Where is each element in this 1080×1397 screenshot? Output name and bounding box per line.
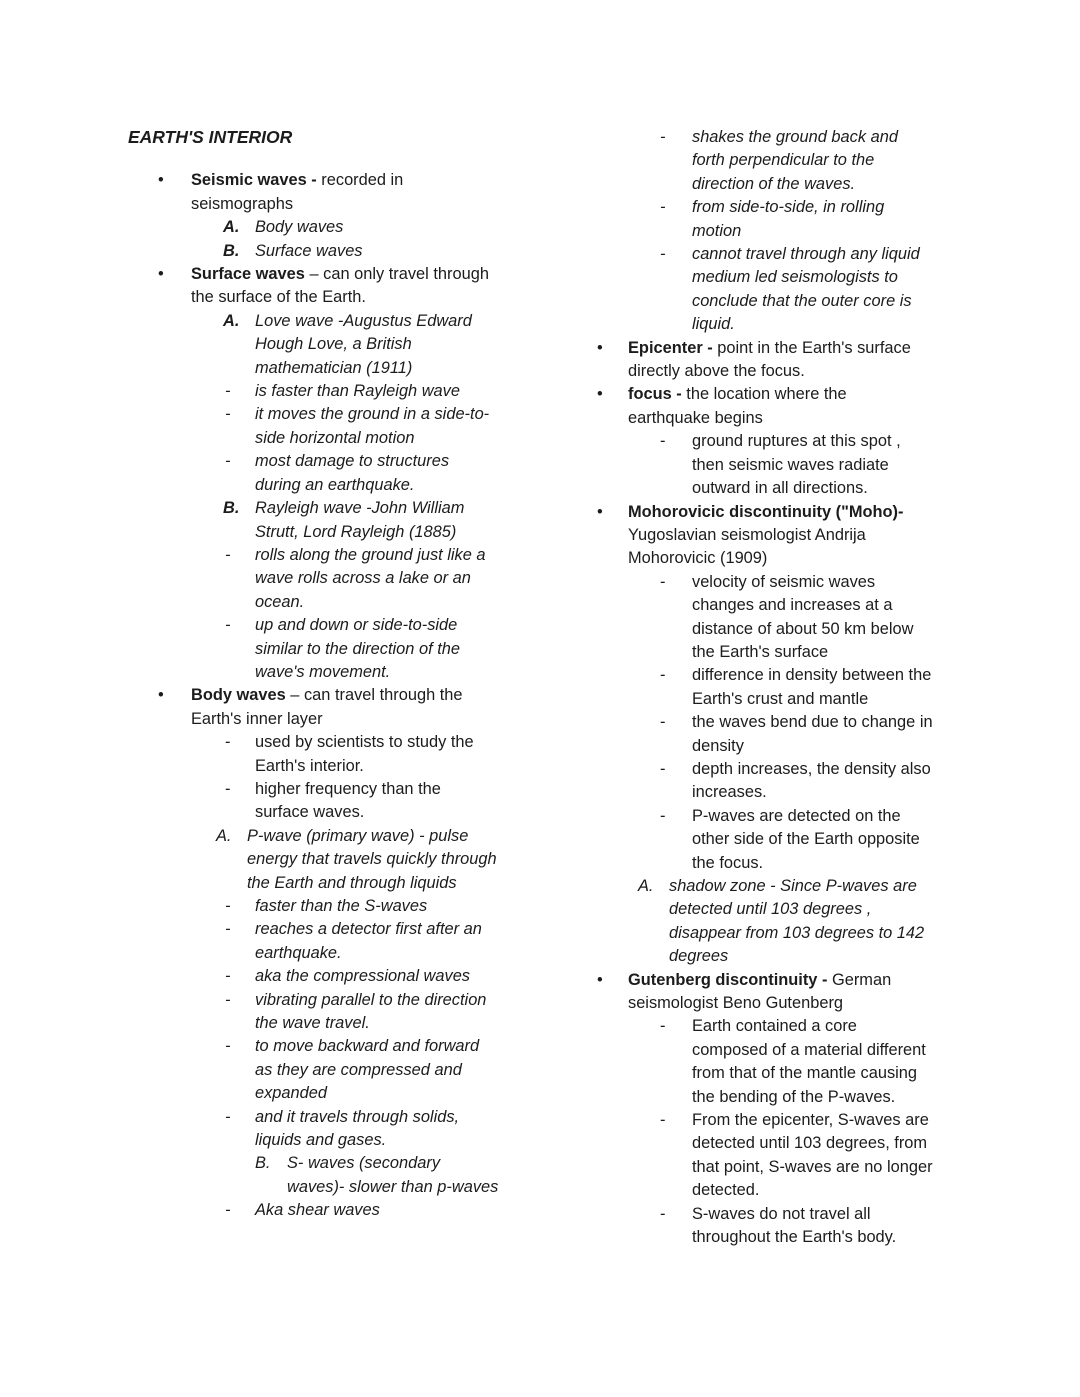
bullet-surface-waves bbox=[158, 263, 568, 684]
moho-points bbox=[628, 571, 976, 875]
item-text-line: the Earth's surface bbox=[692, 642, 829, 661]
dash-item bbox=[628, 664, 976, 711]
dash-marker: - bbox=[660, 713, 666, 732]
bullet-seismic-waves bbox=[158, 169, 568, 263]
item-text-line: from side-to-side, in rolling bbox=[692, 198, 885, 217]
item-text-line: direction of the waves. bbox=[692, 174, 856, 193]
item-text-line: medium led seismologists to bbox=[692, 268, 898, 287]
dash-item bbox=[628, 1203, 976, 1250]
bullet-icon: • bbox=[158, 171, 164, 190]
item-text-line: Rayleigh wave -John William bbox=[255, 499, 465, 518]
dash-marker: - bbox=[225, 1107, 231, 1126]
item-text-line: conclude that the outer core is bbox=[692, 291, 912, 310]
seismic-items bbox=[191, 216, 568, 263]
dash-marker: - bbox=[660, 666, 666, 685]
item-text-line: detected until 103 degrees, from bbox=[692, 1134, 928, 1153]
dash-item bbox=[628, 430, 976, 500]
definition-text: – can travel through the bbox=[285, 686, 463, 705]
dash-item bbox=[628, 1109, 976, 1203]
item-text-line: P-wave (primary wave) - pulse bbox=[247, 826, 469, 845]
dash-marker: - bbox=[660, 806, 666, 825]
term-body-waves: Body waves bbox=[191, 686, 286, 705]
lettered-item bbox=[191, 310, 568, 380]
bullet-moho bbox=[597, 501, 976, 969]
letter-marker: B. bbox=[223, 241, 240, 260]
item-text-line: the wave travel. bbox=[255, 1014, 370, 1033]
dash-item bbox=[191, 1035, 568, 1105]
dash-item bbox=[191, 778, 568, 825]
dash-marker: - bbox=[225, 990, 231, 1009]
definition-text: – can only travel through bbox=[304, 265, 489, 284]
item-text-line: other side of the Earth opposite bbox=[692, 830, 920, 849]
dash-item bbox=[191, 918, 568, 965]
item-text-line: mathematician (1911) bbox=[255, 358, 413, 377]
item-text-line: expanded bbox=[255, 1084, 328, 1103]
definition-text: the location where the bbox=[686, 385, 847, 404]
definition-text: directly above the focus. bbox=[628, 362, 805, 381]
item-text-line: energy that travels quickly through bbox=[247, 850, 497, 869]
item-text-line: earthquake. bbox=[255, 943, 342, 962]
moho-definition bbox=[628, 524, 976, 571]
letter-marker: A. bbox=[223, 311, 240, 330]
item-text-line: higher frequency than the bbox=[255, 779, 441, 798]
item-text-line: Strutt, Lord Rayleigh (1885) bbox=[255, 522, 457, 541]
lettered-item bbox=[191, 497, 568, 544]
definition-text: earthquake begins bbox=[628, 408, 763, 427]
item-text-line: Earth's interior. bbox=[255, 756, 364, 775]
item-text-line: the Earth and through liquids bbox=[247, 873, 457, 892]
item-text-line: Hough Love, a British bbox=[255, 335, 412, 354]
item-text-line: as they are compressed and bbox=[255, 1060, 462, 1079]
item-text-line: ground ruptures at this spot , bbox=[692, 432, 901, 451]
bullet-icon: • bbox=[597, 502, 603, 521]
item-text-line: Body waves bbox=[255, 218, 344, 237]
bullet-icon: • bbox=[597, 970, 603, 989]
definition-text: Mohorovicic (1909) bbox=[628, 549, 768, 568]
dash-marker: - bbox=[660, 1111, 666, 1130]
bullet-gutenberg bbox=[597, 969, 976, 1250]
definition-text: Yugoslavian seismologist Andrija bbox=[628, 525, 866, 544]
item-text-line: the bending of the P-waves. bbox=[692, 1087, 896, 1106]
item-text-line: reaches a detector first after an bbox=[255, 920, 482, 939]
item-text-line: used by scientists to study the bbox=[255, 733, 474, 752]
item-text-line: motion bbox=[692, 221, 742, 240]
item-text-line: the focus. bbox=[692, 853, 764, 872]
item-text-line: then seismic waves radiate bbox=[692, 455, 889, 474]
bullet-body-waves bbox=[158, 684, 568, 1222]
swave-continuation bbox=[596, 126, 976, 337]
letter-marker: B. bbox=[255, 1154, 271, 1173]
item-text-line: wave rolls across a lake or an bbox=[255, 569, 471, 588]
item-text-line: waves)- slower than p-waves bbox=[287, 1177, 499, 1196]
definition-text: recorded in bbox=[321, 171, 404, 190]
item-text-line: changes and increases at a bbox=[692, 596, 893, 615]
item-text-line: S-waves do not travel all bbox=[692, 1204, 871, 1223]
item-text-line: forth perpendicular to the bbox=[692, 151, 875, 170]
dash-item bbox=[191, 989, 568, 1036]
dash-item bbox=[191, 1199, 568, 1222]
item-text-line: velocity of seismic waves bbox=[692, 572, 876, 591]
item-text-line: ocean. bbox=[255, 592, 305, 611]
item-text-line: Earth contained a core bbox=[692, 1017, 857, 1036]
dash-item bbox=[628, 1015, 976, 1109]
term-moho: Mohorovicic discontinuity ("Moho)- bbox=[628, 502, 904, 521]
item-text-line: From the epicenter, S-waves are bbox=[692, 1111, 929, 1130]
dash-item bbox=[628, 758, 976, 805]
term-focus: focus - bbox=[628, 385, 687, 404]
definition-text: seismologist Beno Gutenberg bbox=[628, 994, 844, 1013]
item-text-line: P-waves are detected on the bbox=[692, 806, 901, 825]
item-text-line: and it travels through solids, bbox=[255, 1107, 460, 1126]
definition-text: point in the Earth's surface bbox=[717, 338, 911, 357]
dash-item bbox=[628, 711, 976, 758]
dash-marker: - bbox=[225, 920, 231, 939]
item-text-line: Earth's crust and mantle bbox=[692, 689, 869, 708]
dash-item bbox=[191, 1106, 568, 1153]
item-text-line: difference in density between the bbox=[692, 666, 932, 685]
dash-item bbox=[596, 126, 976, 196]
item-text-line: is faster than Rayleigh wave bbox=[255, 382, 460, 401]
term-surface-waves: Surface waves bbox=[191, 265, 305, 284]
dash-item bbox=[191, 544, 568, 614]
page-title: EARTH'S INTERIOR bbox=[128, 127, 293, 147]
item-text-line: increases. bbox=[692, 783, 767, 802]
dash-item bbox=[191, 380, 568, 403]
dash-marker: - bbox=[660, 759, 666, 778]
dash-item bbox=[596, 243, 976, 337]
item-text-line: that point, S-waves are no longer bbox=[692, 1157, 933, 1176]
item-text-line: composed of a material different bbox=[692, 1040, 926, 1059]
letter-marker: A. bbox=[216, 826, 232, 845]
lettered-item bbox=[191, 216, 568, 239]
dash-item bbox=[191, 614, 568, 684]
bullet-icon: • bbox=[597, 385, 603, 404]
item-text-line: throughout the Earth's body. bbox=[692, 1228, 897, 1247]
dash-marker: - bbox=[225, 452, 231, 471]
item-text-line: liquid. bbox=[692, 315, 735, 334]
dash-item bbox=[191, 965, 568, 988]
dash-item bbox=[191, 403, 568, 450]
bullet-icon: • bbox=[158, 686, 164, 705]
item-text-line: vibrating parallel to the direction bbox=[255, 990, 487, 1009]
term-gutenberg: Gutenberg discontinuity - bbox=[628, 970, 832, 989]
definition-text: the surface of the Earth. bbox=[191, 288, 366, 307]
dash-marker: - bbox=[225, 616, 231, 635]
item-text-line: degrees bbox=[669, 947, 729, 966]
dash-marker: - bbox=[225, 405, 231, 424]
dash-item bbox=[191, 450, 568, 497]
item-text-line: surface waves. bbox=[255, 803, 365, 822]
term-seismic-waves: Seismic waves - bbox=[191, 171, 322, 190]
item-text-line: to move backward and forward bbox=[255, 1037, 480, 1056]
dash-marker: - bbox=[660, 128, 666, 146]
bullet-icon: • bbox=[158, 265, 164, 284]
bullet-epicenter bbox=[597, 337, 976, 384]
lettered-item bbox=[191, 825, 568, 895]
item-text-line: similar to the direction of the bbox=[255, 639, 460, 658]
focus-points bbox=[628, 430, 976, 500]
shadow-zone-item bbox=[628, 875, 976, 969]
dash-marker: - bbox=[660, 572, 666, 591]
item-text-line: it moves the ground in a side-to- bbox=[255, 405, 490, 424]
definition-text: German bbox=[831, 970, 892, 989]
item-text-line: Love wave -Augustus Edward bbox=[255, 311, 472, 330]
item-text-line: during an earthquake. bbox=[255, 475, 415, 494]
bullet-icon: • bbox=[597, 338, 603, 357]
dash-marker: - bbox=[225, 967, 231, 986]
item-text-line: distance of about 50 km below bbox=[692, 619, 914, 638]
dash-marker: - bbox=[225, 733, 231, 752]
item-text-line: shakes the ground back and bbox=[692, 128, 898, 146]
item-text-line: shadow zone - Since P-waves are bbox=[669, 877, 917, 895]
item-text-line: Aka shear waves bbox=[255, 1201, 380, 1220]
letter-marker: A. bbox=[223, 218, 240, 237]
item-text-line: rolls along the ground just like a bbox=[255, 545, 486, 564]
item-text-line: from that of the mantle causing bbox=[692, 1064, 918, 1083]
item-text-line: density bbox=[692, 736, 744, 755]
item-text-line: disappear from 103 degrees to 142 bbox=[669, 923, 925, 942]
lettered-item bbox=[191, 240, 568, 263]
dash-marker: - bbox=[225, 1201, 231, 1220]
bullet-focus bbox=[597, 383, 976, 500]
dash-marker: - bbox=[660, 1204, 666, 1223]
surface-subitems bbox=[191, 310, 568, 685]
dash-marker: - bbox=[225, 382, 231, 401]
dash-marker: - bbox=[225, 779, 231, 798]
dash-item bbox=[628, 805, 976, 875]
item-text-line: wave's movement. bbox=[255, 662, 391, 681]
dash-item bbox=[191, 731, 568, 778]
right-column bbox=[596, 126, 976, 1250]
dash-marker: - bbox=[225, 545, 231, 564]
item-text-line: the waves bend due to change in bbox=[692, 713, 933, 732]
dash-marker: - bbox=[225, 897, 231, 915]
definition-text: Earth's inner layer bbox=[191, 709, 323, 728]
dash-marker: - bbox=[660, 432, 666, 451]
item-text-line: depth increases, the density also bbox=[692, 759, 931, 778]
lettered-item bbox=[191, 1152, 568, 1199]
item-text-line: cannot travel through any liquid bbox=[692, 245, 920, 264]
term-epicenter: Epicenter - bbox=[628, 338, 718, 357]
item-text-line: faster than the S-waves bbox=[255, 897, 428, 915]
item-text-line: detected until 103 degrees , bbox=[669, 900, 872, 919]
dash-marker: - bbox=[225, 1037, 231, 1056]
gutenberg-points bbox=[628, 1015, 976, 1249]
lettered-item bbox=[628, 875, 976, 969]
dash-item bbox=[596, 196, 976, 243]
body-subitems bbox=[191, 731, 568, 1223]
item-text-line: up and down or side-to-side bbox=[255, 616, 458, 635]
dash-item bbox=[628, 571, 976, 665]
dash-item bbox=[191, 895, 568, 918]
definition-text: seismographs bbox=[191, 194, 294, 213]
item-text-line: liquids and gases. bbox=[255, 1131, 387, 1150]
letter-marker: B. bbox=[223, 499, 240, 518]
item-text-line: outward in all directions. bbox=[692, 479, 868, 498]
item-text-line: S- waves (secondary bbox=[287, 1154, 441, 1173]
dash-marker: - bbox=[660, 245, 666, 264]
item-text-line: most damage to structures bbox=[255, 452, 450, 471]
item-text-line: side horizontal motion bbox=[255, 428, 415, 447]
item-text-line: detected. bbox=[692, 1181, 760, 1200]
item-text-line: aka the compressional waves bbox=[255, 967, 471, 986]
dash-marker: - bbox=[660, 198, 666, 217]
item-text-line: Surface waves bbox=[255, 241, 363, 260]
left-column bbox=[128, 126, 568, 1223]
letter-marker: A. bbox=[638, 877, 654, 895]
dash-marker: - bbox=[660, 1017, 666, 1036]
